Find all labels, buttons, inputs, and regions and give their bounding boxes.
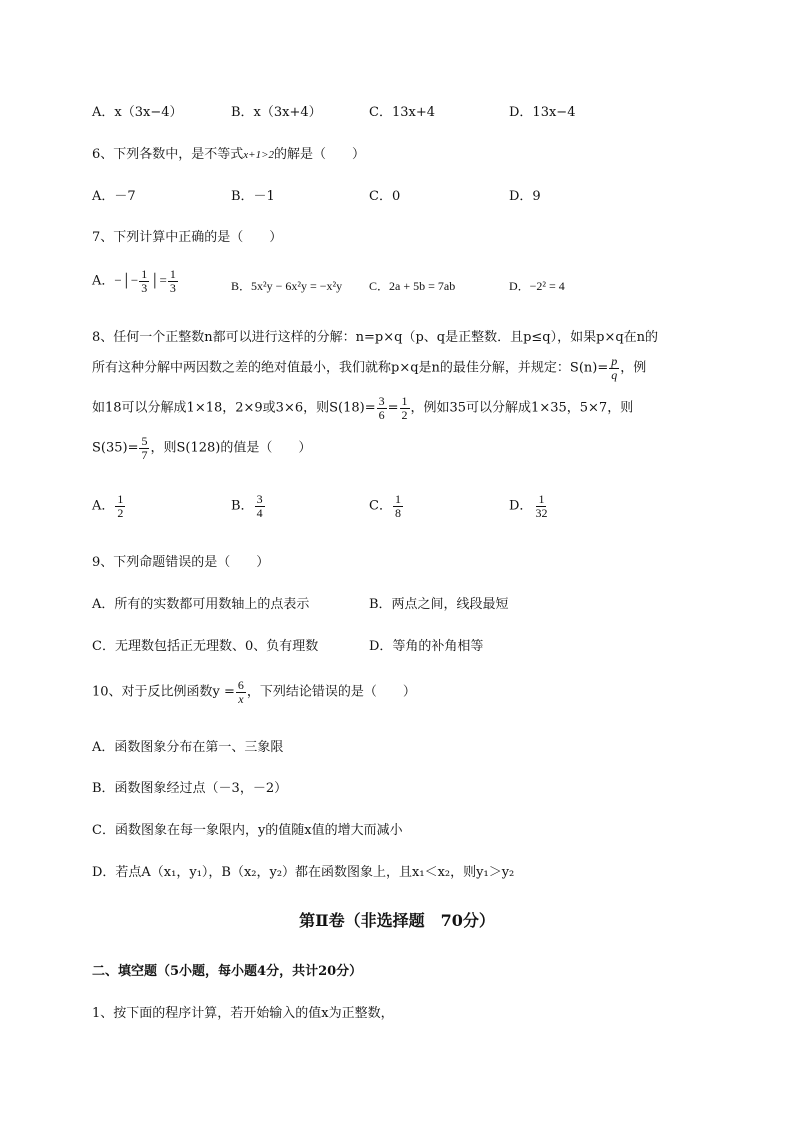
q8-fraction-1-2: $\frac{1}{2}$ xyxy=(401,394,408,422)
q5-option-b: B．x（3x+4） xyxy=(231,105,322,120)
q6-stem-after: 的解是（ ） xyxy=(274,147,366,162)
q5-option-a: A．x（3x−4） xyxy=(92,105,183,120)
q7-option-d: D．−2² = 4 xyxy=(509,279,565,293)
q10-option-c: C．函数图象在每一象限内，y的值随x值的增大而减小 xyxy=(92,823,403,838)
part-two-title: 第Ⅱ卷（非选择题 70分） xyxy=(299,911,495,930)
section-fill-in-blank: 二、填空题（5小题，每小题4分，共计20分） xyxy=(92,964,363,979)
q8-option-a: A． $\frac{1}{2}$ xyxy=(92,492,124,520)
q8-line-1: 8、任何一个正整数n都可以进行这样的分解：n=p×q（p、q是正整数．且p≤q），如果p×q在n的 xyxy=(92,330,659,345)
q9-option-d: D．等角的补角相等 xyxy=(369,639,484,654)
q7-stem: 7、下列计算中正确的是（ ） xyxy=(92,230,283,245)
q7-option-a-fraction-result: $\frac{1}{3}$ xyxy=(169,267,176,295)
q6-option-b: B．－1 xyxy=(231,189,275,204)
q7-option-b: B．5x²y − 6x²y = −x²y xyxy=(231,279,343,293)
q6-option-c: C．0 xyxy=(369,189,401,204)
q6-stem xyxy=(92,143,365,162)
q5-option-d: D．13x−4 xyxy=(509,105,576,120)
q10-fraction: $\frac{6}{x}$ xyxy=(237,678,244,706)
q10-stem: 10、对于反比例函数y = $\frac{6}{x}$ ，下列结论错误的是（ ） xyxy=(92,678,416,706)
q5-option-c: C．13x+4 xyxy=(369,105,435,120)
q6-option-a: A．－7 xyxy=(92,189,136,204)
q6-stem-before: 6、下列各数中，是不等式 xyxy=(92,147,244,162)
q8-line-4: S(35)= $\frac{5}{7}$ ，则S(128)的值是（ ） xyxy=(92,434,312,462)
q10-option-d: D．若点A（x₁，y₁），B（x₂，y₂）都在函数图象上，且x₁＜x₂，则y₁＞y₂ xyxy=(92,865,515,880)
q8-option-c: C． $\frac{1}{8}$ xyxy=(369,492,401,520)
q7-option-c: C．2a + 5b = 7ab xyxy=(369,279,456,293)
q8-option-d: D． $\frac{1}{32}$ xyxy=(509,492,548,520)
q9-stem: 9、下列命题错误的是（ ） xyxy=(92,555,270,570)
q8-fraction-pq: $\frac{p}{q}$ xyxy=(611,354,618,382)
q6-option-d: D．9 xyxy=(509,189,541,204)
q7-option-a-label: A． xyxy=(92,273,115,289)
q9-option-c: C．无理数包括正无理数、0、负有理数 xyxy=(92,639,319,654)
fill-q1-stem: 1、按下面的程序计算，若开始输入的值x为正整数， xyxy=(92,1006,394,1021)
q8-option-b: B． $\frac{3}{4}$ xyxy=(231,492,263,520)
q9-option-b: B．两点之间，线段最短 xyxy=(369,597,509,612)
q8-line-2: 所有这种分解中两因数之差的绝对值最小，我们就称p×q是n的最佳分解，并规定：S(n)= $\frac{p}{q}$ ，例 xyxy=(92,354,647,382)
q6-inequality: x+1>2 xyxy=(243,149,275,161)
q7-option-a: A．−│− $\frac{1}{3}$ │= $\frac{1}{3}$ xyxy=(92,267,176,295)
q8-fraction-5-7: $\frac{5}{7}$ xyxy=(141,434,148,462)
q8-line-3: 如18可以分解成1×18，2×9或3×6，则S(18)= $\frac{3}{6}$ = $\frac{1}{2}$ ，例如35可以分解成1×35，5×7，则 xyxy=(92,394,634,422)
q9-option-a: A．所有的实数都可用数轴上的点表示 xyxy=(92,597,310,612)
q8-fraction-3-6: $\frac{3}{6}$ xyxy=(378,394,385,422)
q7-option-a-fraction-inner: $\frac{1}{3}$ xyxy=(141,267,148,295)
q10-option-b: B．函数图象经过点（－3，－2） xyxy=(92,781,288,796)
q10-option-a: A．函数图象分布在第一、三象限 xyxy=(92,740,284,755)
